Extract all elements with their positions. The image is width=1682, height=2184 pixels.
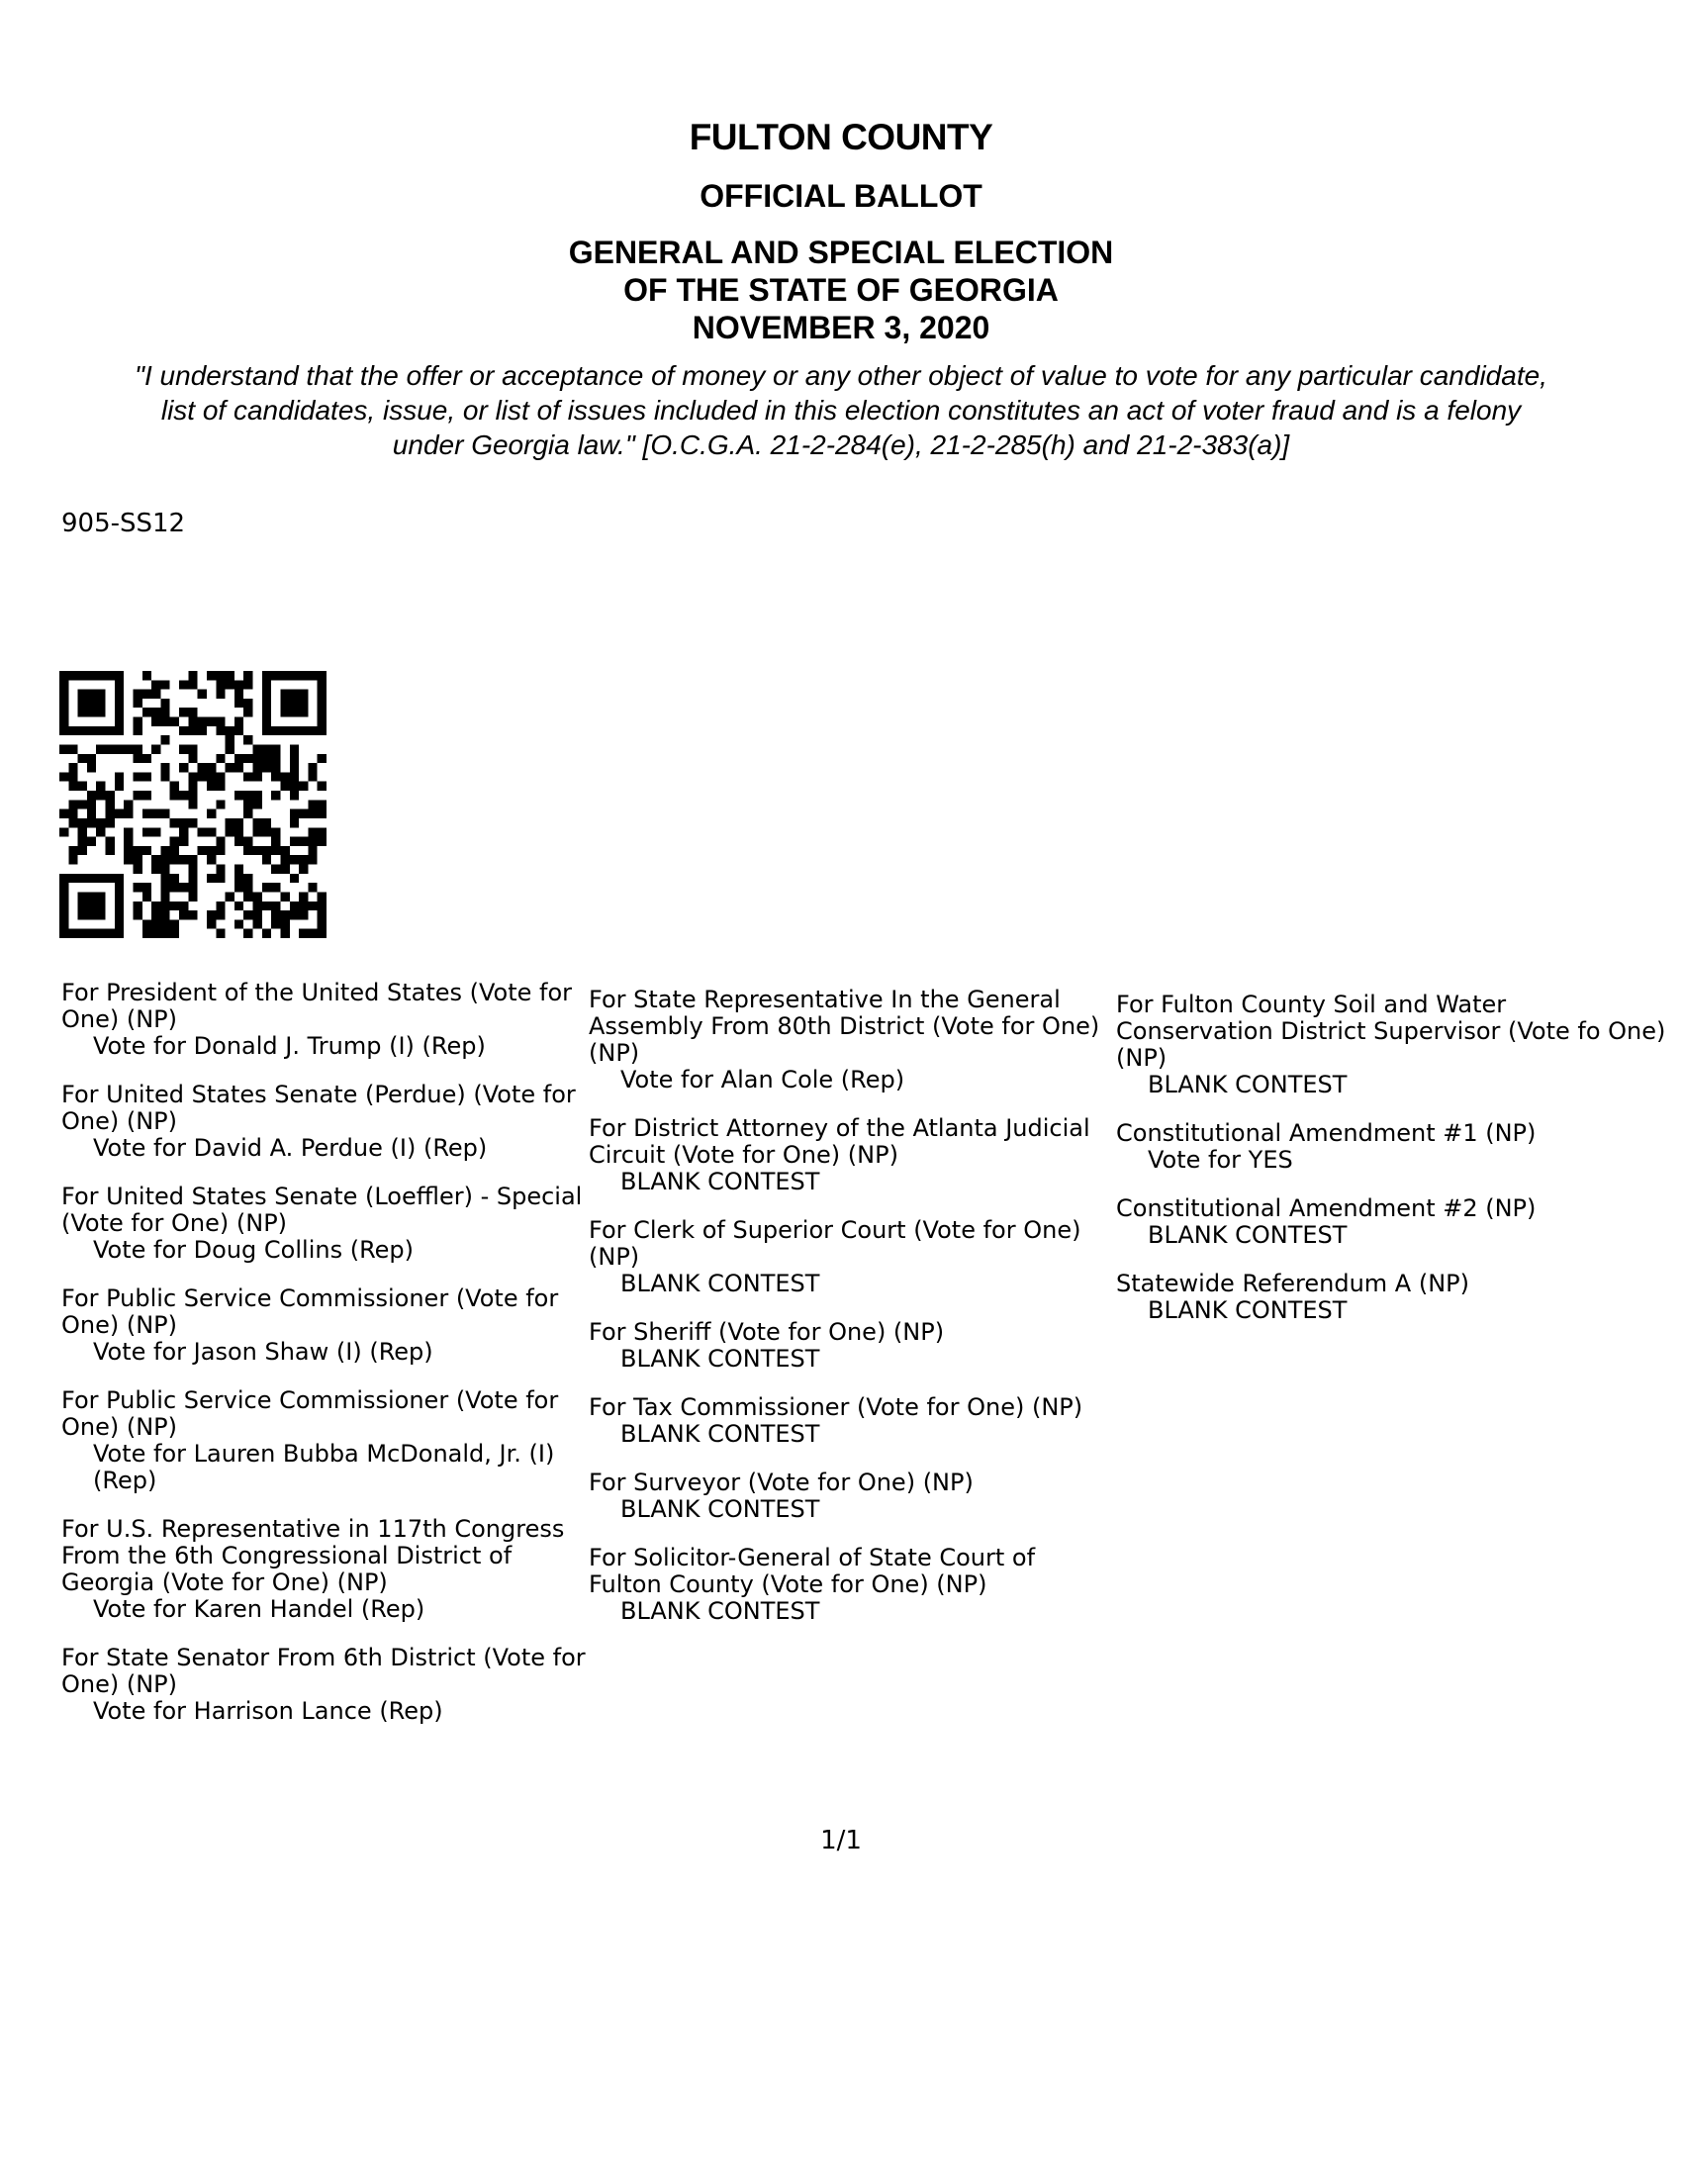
contest-selection: Vote for Donald J. Trump (I) (Rep) [93,1032,486,1060]
contest-selection: Vote for Jason Shaw (I) (Rep) [93,1338,433,1366]
contest-title: For United States Senate (Perdue) (Vote for One) (NP) [61,1081,576,1135]
contest-selection: BLANK CONTEST [620,1345,820,1373]
contest [61,1387,586,1494]
voter-oath-line1: "I understand that the offer or acceptance of money or any other object of value to vote for any particular candidate, [135,360,1547,391]
contest-title: Constitutional Amendment #1 (NP) [1116,1119,1537,1147]
election-title-line2: OF THE STATE OF GEORGIA [623,272,1059,308]
voter-oath-line3: under Georgia law." [O.C.G.A. 21-2-284(e), 21-2-285(h) and 21-2-383(a)] [392,429,1290,460]
election-title-line1: GENERAL AND SPECIAL ELECTION [568,235,1114,270]
contest [589,1394,1113,1448]
contest [1116,1120,1670,1174]
contest [61,1285,586,1366]
contest-selection: BLANK CONTEST [620,1420,820,1448]
contest-selection: BLANK CONTEST [1148,1071,1348,1098]
voter-oath-line2: list of candidates, issue, or list of issues included in this election constitutes an act of voter fraud and is a felony [160,395,1522,426]
election-date: NOVEMBER 3, 2020 [692,310,990,345]
contest [61,980,586,1060]
contest-selection: BLANK CONTEST [620,1270,820,1297]
contest [589,1545,1113,1625]
contest [1116,1195,1670,1249]
contest [61,1516,586,1623]
contest-title: For United States Senate (Loeffler) - Special (Vote for One) (NP) [61,1183,583,1237]
contest [61,1184,586,1264]
contest [1116,1271,1670,1324]
contest-title: For Fulton County Soil and Water Conservation District Supervisor (Vote fo One) (NP) [1116,991,1666,1072]
contest-title: For Surveyor (Vote for One) (NP) [589,1469,974,1496]
contest-title: For Public Service Commissioner (Vote for One) (NP) [61,1284,559,1339]
county-title: FULTON COUNTY [689,117,993,157]
contest-title: Statewide Referendum A (NP) [1116,1270,1469,1297]
contest-selection: BLANK CONTEST [1148,1221,1348,1249]
contest-title: For Solicitor-General of State Court of Fulton County (Vote for One) (NP) [589,1544,1036,1598]
contest [61,1082,586,1162]
voter-oath [59,358,1623,462]
contest-selection: Vote for Alan Cole (Rep) [620,1066,905,1093]
contest-title: For District Attorney of the Atlanta Judicial Circuit (Vote for One) (NP) [589,1114,1090,1169]
page-number: 1/1 [820,1826,862,1855]
contest [589,987,1113,1093]
contest-selection: BLANK CONTEST [620,1495,820,1523]
contest-selection: Vote for Lauren Bubba McDonald, Jr. (I) (Rep) [93,1440,555,1494]
contest-title: For U.S. Representative in 117th Congress From the 6th Congressional District of Georgia (Vote for One) (NP) [61,1515,565,1596]
contest-selection: Vote for David A. Perdue (I) (Rep) [93,1134,488,1162]
contest-column-1 [61,980,586,1747]
contest-selection: BLANK CONTEST [620,1597,820,1625]
contest-title: For Tax Commissioner (Vote for One) (NP) [589,1393,1083,1421]
contest-title: For Clerk of Superior Court (Vote for One) (NP) [589,1216,1081,1271]
contest [589,1470,1113,1523]
contest-title: For Public Service Commissioner (Vote for One) (NP) [61,1386,559,1441]
contest [1116,992,1670,1098]
ballot-style-code: 905-SS12 [61,509,186,538]
contest-selection: Vote for Doug Collins (Rep) [93,1236,415,1264]
election-title [0,234,1682,346]
contest-selection: Vote for Harrison Lance (Rep) [93,1697,443,1725]
contest [589,1115,1113,1195]
contest-title: Constitutional Amendment #2 (NP) [1116,1194,1537,1222]
contest-title: For State Senator From 6th District (Vote for One) (NP) [61,1644,586,1698]
qr-code-icon [59,671,327,938]
contest-column-3 [1116,992,1670,1346]
contest-selection: BLANK CONTEST [620,1168,820,1195]
contest-title: For State Representative In the General Assembly From 80th District (Vote for One) (NP) [589,986,1100,1067]
contest-title: For President of the United States (Vote for One) (NP) [61,979,573,1033]
contest-title: For Sheriff (Vote for One) (NP) [589,1318,945,1346]
contest [589,1319,1113,1373]
contest-selection: Vote for YES [1148,1146,1293,1174]
contest [61,1645,586,1725]
ballot-label: OFFICIAL BALLOT [700,178,982,214]
contest-selection: BLANK CONTEST [1148,1296,1348,1324]
contest-column-2 [589,987,1113,1647]
contest [589,1217,1113,1297]
contest-selection: Vote for Karen Handel (Rep) [93,1595,425,1623]
